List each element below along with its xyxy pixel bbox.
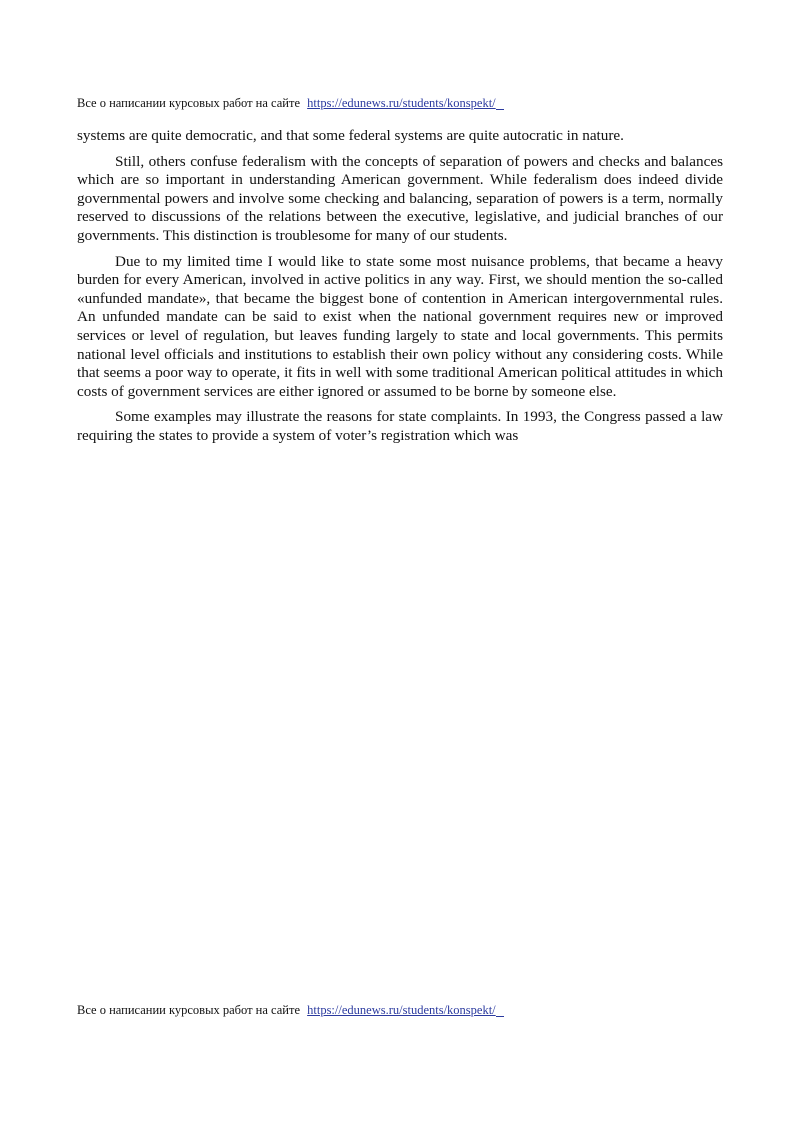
page-footer	[77, 1003, 504, 1018]
paragraph-state-complaints: Some examples may illustrate the reasons for state complaints. In 1993, the Congress passed a law requiring the states to provide a system of voter’s registration which was	[77, 408, 723, 444]
page-header	[77, 96, 504, 111]
footer-link-underline	[496, 1003, 504, 1017]
document-body	[77, 127, 723, 453]
header-link[interactable]: https://edunews.ru/students/konspekt/	[307, 96, 496, 110]
footer-text: Все о написании курсовых работ на сайте	[77, 1003, 300, 1017]
paragraph-continuation: systems are quite democratic, and that some federal systems are quite autocratic in nature.	[77, 127, 624, 144]
footer-link[interactable]: https://edunews.ru/students/konspekt/	[307, 1003, 496, 1017]
paragraph-federalism-confusion: Still, others confuse federalism with the concepts of separation of powers and checks and balances which are so important in understanding American government. While federalism does indeed divide governmental powers and involve some checking and balancing, separation of powers is a term, normally reserved to discussions of the relations between the executive, legislative, and judicial branches of our governments. This distinction is troublesome for many of our students.	[77, 152, 723, 244]
header-text: Все о написании курсовых работ на сайте	[77, 96, 300, 110]
header-link-underline	[496, 96, 504, 110]
paragraph-unfunded-mandate: Due to my limited time I would like to state some most nuisance problems, that became a heavy burden for every American, involved in active politics in any way. First, we should mention the so-called «unfunded mandate», that became the biggest bone of contention in American intergovernmental rules. An unfunded mandate can be said to exist when the national government requires new or improved services or level of regulation, but leaves funding largely to state and local governments. This permits national level officials and institutions to establish their own policy without any considering costs. While that seems a poor way to operate, it fits in well with some traditional American political attitudes in which costs of government services are either ignored or assumed to be borne by someone else.	[77, 252, 723, 400]
